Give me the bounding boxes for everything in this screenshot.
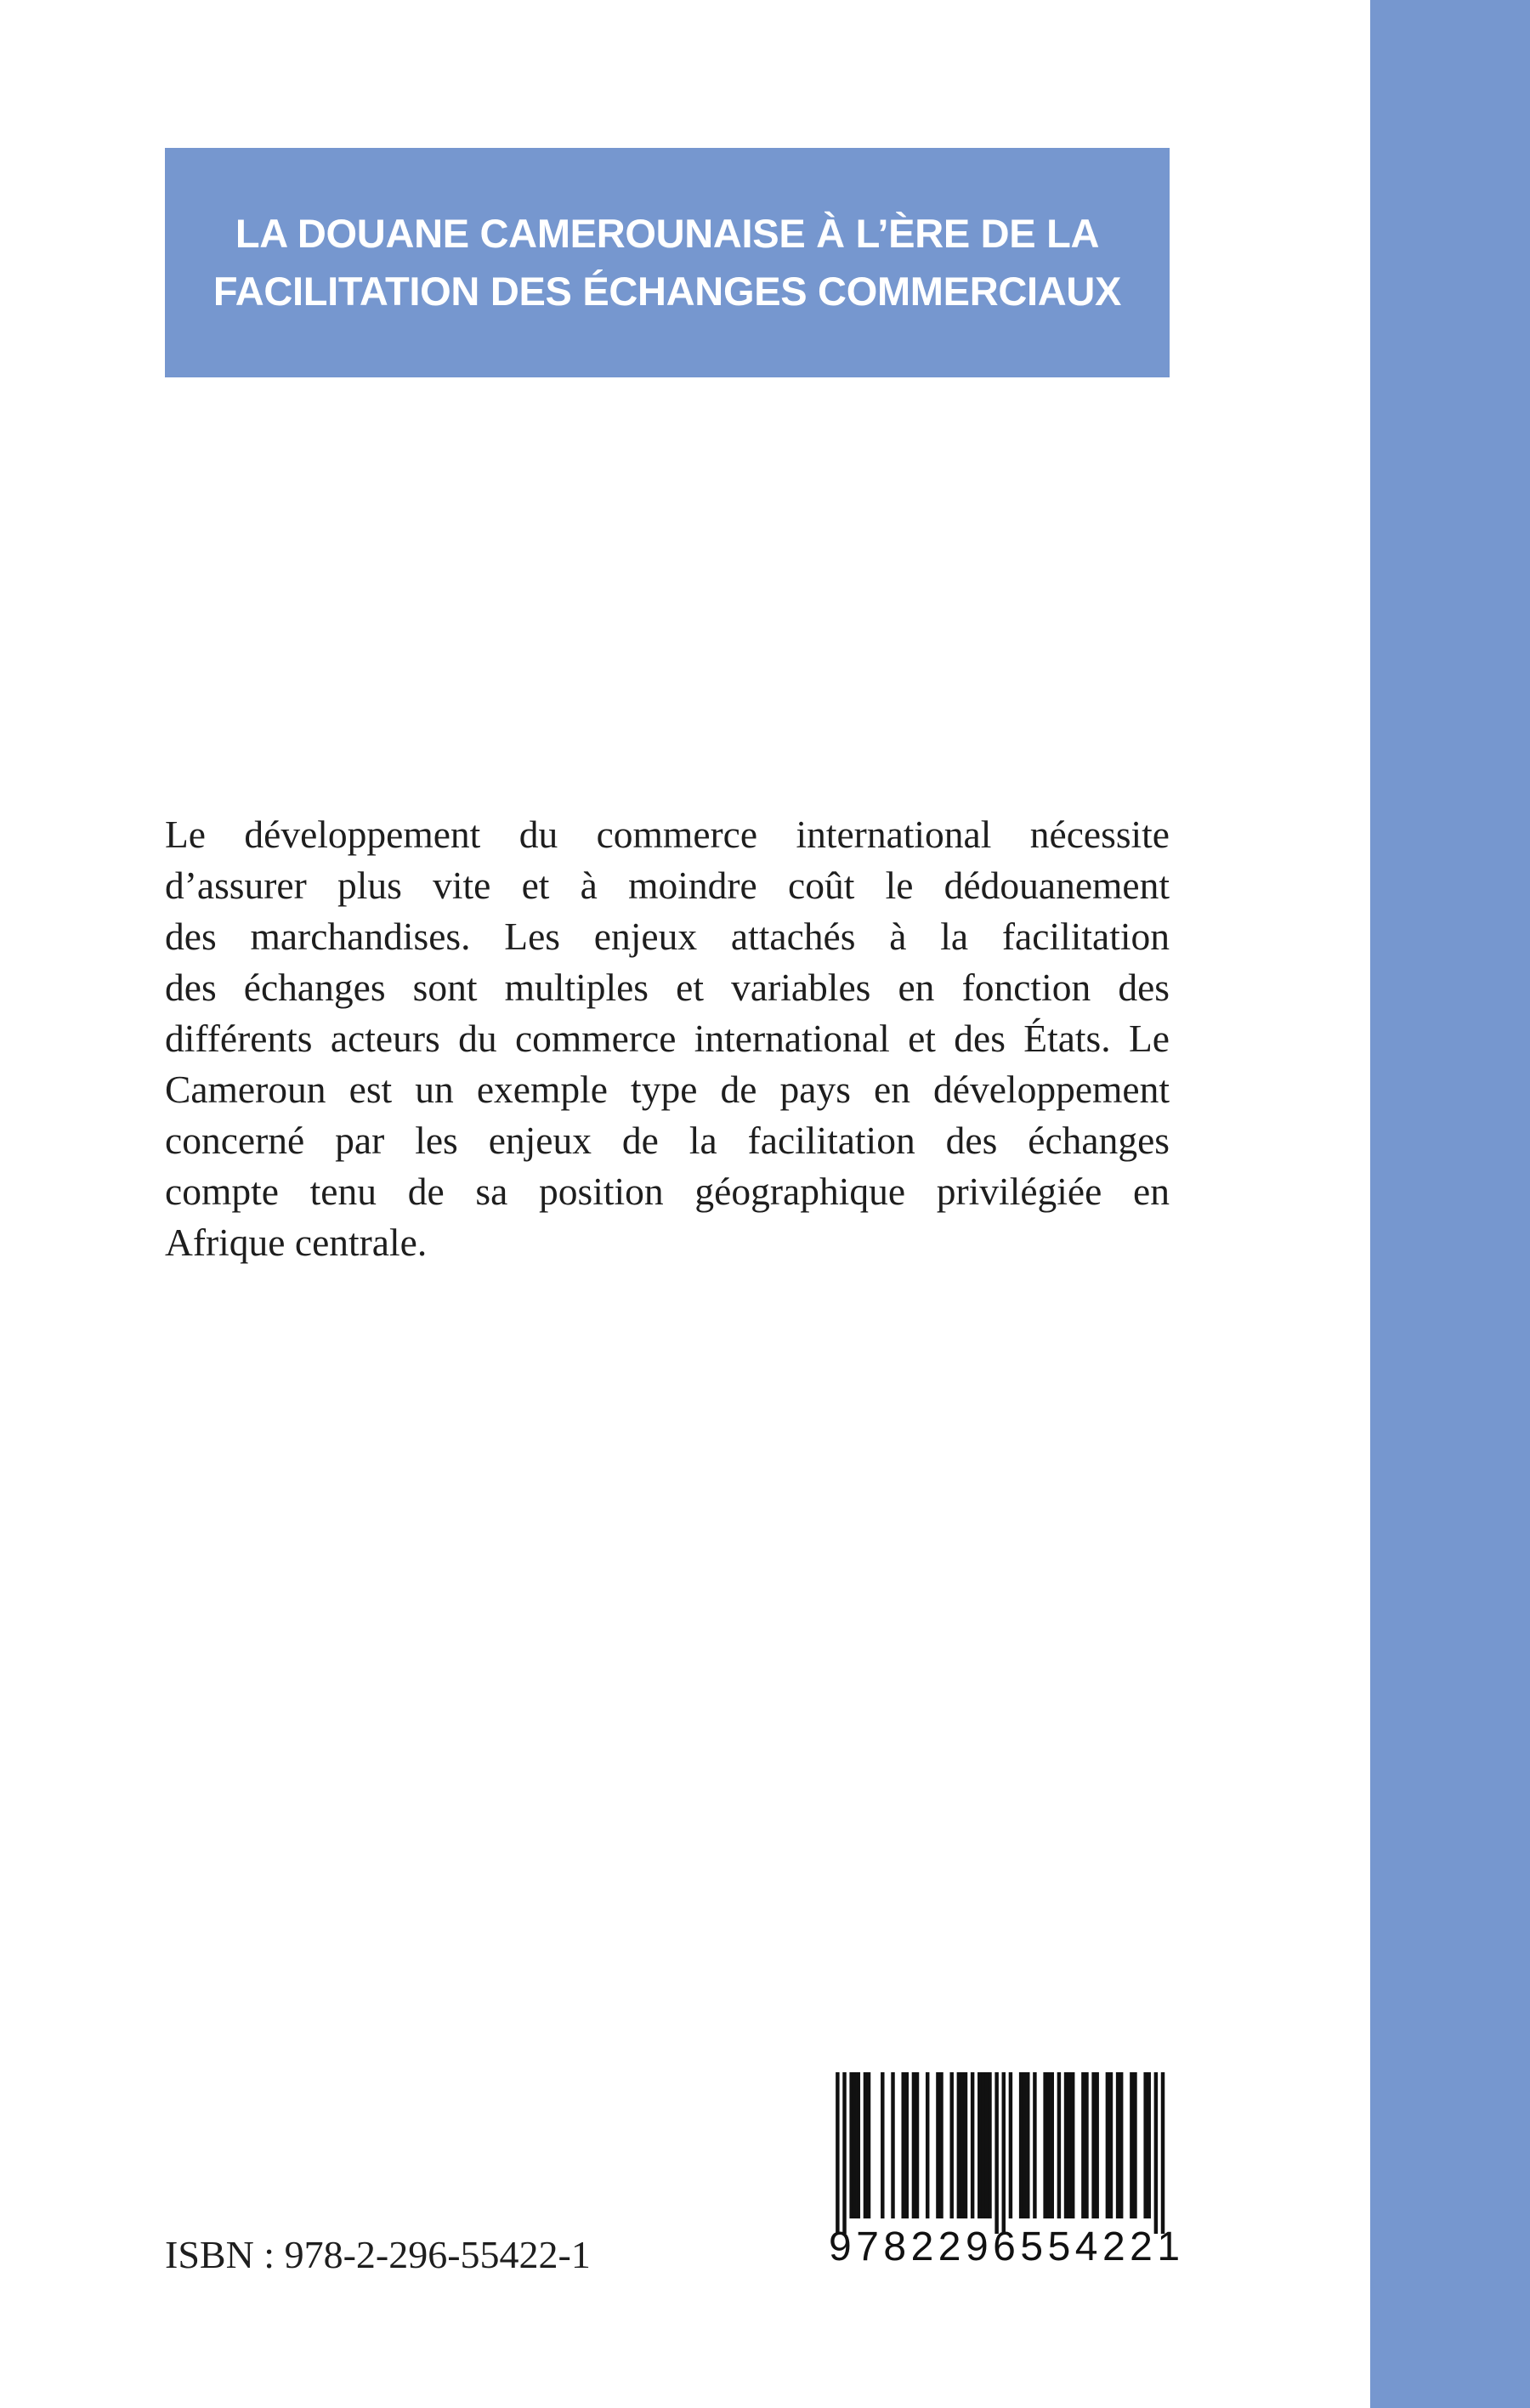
blurb-line-2: d’assurer plus vite et à moindre coût le dédouanement: [165, 864, 1170, 907]
barcode-bar: [939, 2072, 943, 2218]
blurb-line-8: compte tenu de sa position géographique privilégiée en: [165, 1170, 1170, 1213]
barcode-bar: [971, 2072, 974, 2218]
barcode-bar: [1002, 2072, 1006, 2234]
barcode-bars: [829, 2072, 1171, 2234]
barcode-bar: [1046, 2072, 1050, 2218]
barcode-bar: [1106, 2072, 1109, 2218]
barcode-bar: [936, 2072, 939, 2218]
barcode-bar: [964, 2072, 967, 2218]
book-title-line-1: LA DOUANE CAMEROUNAISE À L’ÈRE DE LA: [235, 211, 1100, 256]
barcode-bar: [988, 2072, 991, 2218]
barcode-bar: [978, 2072, 981, 2218]
title-banner: [165, 148, 1170, 377]
barcode-bar: [1081, 2072, 1085, 2218]
barcode-bar: [867, 2072, 870, 2218]
blurb-line-9: Afrique centrale.: [165, 1221, 428, 1264]
barcode-bar: [949, 2072, 953, 2218]
barcode-bar: [984, 2072, 988, 2218]
spine-color-band: [1370, 0, 1530, 2408]
blurb-line-3: des marchandises. Les enjeux attachés à la facilitation: [165, 915, 1170, 958]
barcode-bar: [1091, 2072, 1095, 2218]
barcode-bar: [1119, 2072, 1123, 2218]
barcode-bar: [960, 2072, 964, 2218]
back-cover-blurb: [165, 809, 1170, 1268]
barcode-bar: [1143, 2072, 1147, 2218]
blurb-line-4: des échanges sont multiples et variables en fonction des: [165, 966, 1170, 1009]
barcode-bar: [1043, 2072, 1046, 2218]
barcode-digits: 9782296554221: [829, 2224, 1185, 2269]
barcode-bar: [981, 2072, 984, 2218]
barcode-bar: [1023, 2072, 1026, 2218]
barcode-bar: [905, 2072, 909, 2218]
barcode-bar: [1009, 2072, 1012, 2218]
barcode-bar: [957, 2072, 960, 2218]
blurb-line-5: différents acteurs du commerce international et des États. Le: [165, 1017, 1170, 1060]
barcode-bar: [1026, 2072, 1029, 2218]
barcode-bar: [1033, 2072, 1036, 2218]
barcode-bar: [881, 2072, 884, 2218]
barcode-bar: [1154, 2072, 1158, 2234]
barcode-bar: [1133, 2072, 1136, 2218]
barcode-bar: [1064, 2072, 1068, 2218]
barcode-bar: [1085, 2072, 1088, 2218]
barcode-bar: [1051, 2072, 1054, 2218]
barcode-bar: [1095, 2072, 1098, 2218]
barcode-bar: [849, 2072, 853, 2218]
barcode-bar: [853, 2072, 856, 2218]
blurb-line-6: Cameroun est un exemple type de pays en développement: [165, 1068, 1170, 1111]
barcode-bar: [912, 2072, 915, 2218]
barcode-bar: [1130, 2072, 1133, 2218]
barcode-bar: [891, 2072, 894, 2218]
barcode-bar: [994, 2072, 998, 2234]
barcode-bar: [1116, 2072, 1119, 2218]
barcode-bar: [1068, 2072, 1071, 2218]
barcode-bar: [836, 2072, 839, 2234]
barcode-bar: [1148, 2072, 1151, 2218]
isbn-label: ISBN : 978-2-296-55422-1: [165, 2233, 591, 2276]
book-title-line-2: FACILITATION DES ÉCHANGES COMMERCIAUX: [212, 269, 1122, 314]
barcode-bar: [1109, 2072, 1113, 2218]
barcode-bar: [857, 2072, 860, 2218]
isbn-barcode: [829, 2072, 1185, 2276]
barcode-bar: [842, 2072, 846, 2234]
barcode-bar: [915, 2072, 919, 2218]
blurb-line-7: concerné par les enjeux de la facilitation des échanges: [165, 1119, 1170, 1162]
barcode-bar: [1019, 2072, 1023, 2218]
barcode-bar: [1071, 2072, 1074, 2218]
barcode-bar: [1057, 2072, 1061, 2218]
blurb-line-1: Le développement du commerce international nécessite: [165, 813, 1170, 856]
barcode-bar: [1161, 2072, 1164, 2234]
barcode-bar: [926, 2072, 929, 2218]
barcode-bar: [901, 2072, 904, 2218]
barcode-bar: [864, 2072, 867, 2218]
